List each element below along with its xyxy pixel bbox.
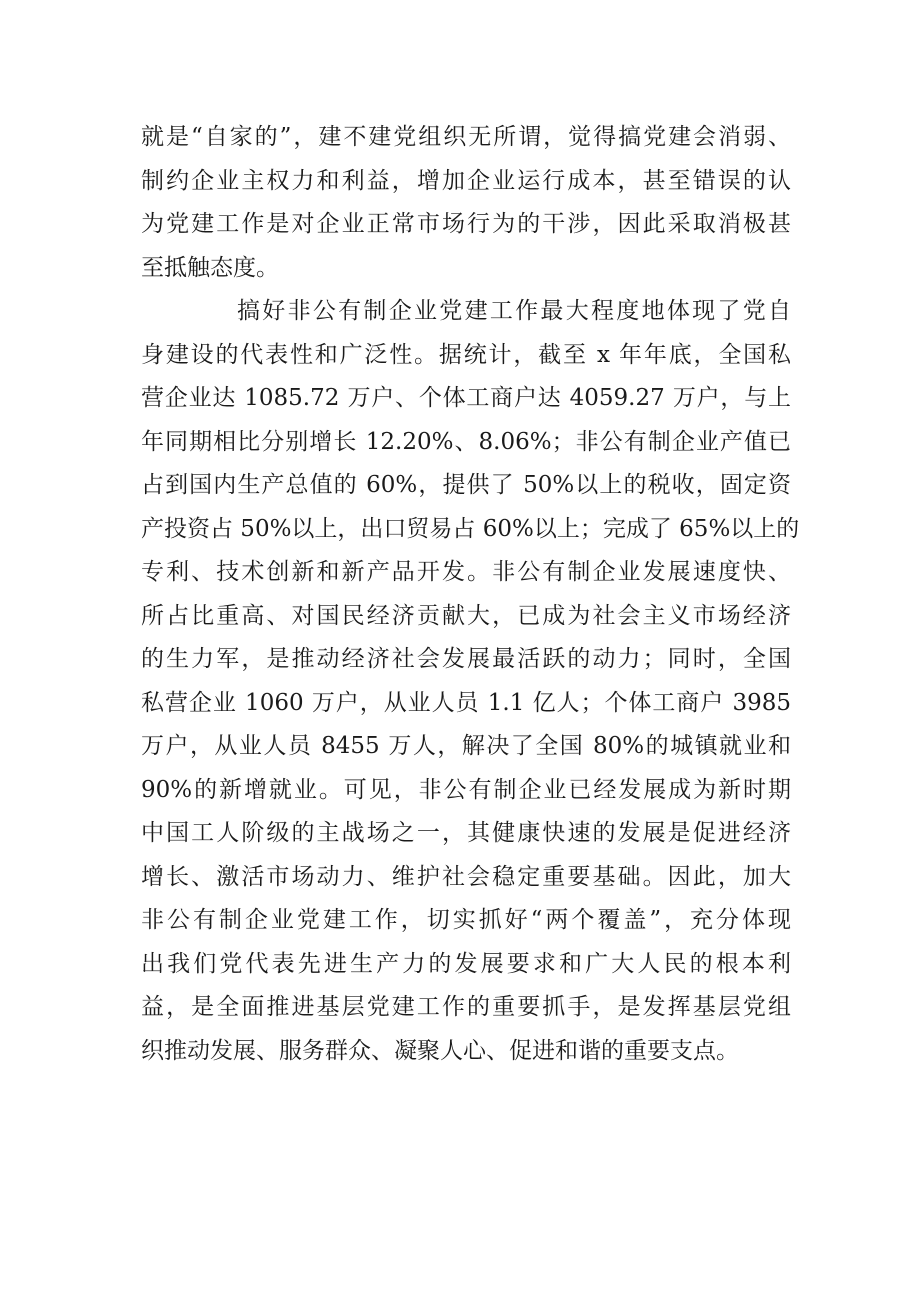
text-line: 的生力军，是推动经济社会发展最活跃的动力；同时，全国	[141, 646, 791, 672]
text-line: 益，是全面推进基层党建工作的重要抓手，是发挥基层党组	[141, 994, 791, 1020]
text-line: 至抵触态度。	[141, 254, 279, 281]
text-line: 万户，从业人员 8455 万人，解决了全国 80%的城镇就业和	[141, 733, 791, 759]
paragraph-2	[141, 290, 800, 1073]
text-line: 身建设的代表性和广泛性。据统计，截至 x 年年底，全国私	[141, 341, 791, 368]
text-line: 中国工人阶级的主战场之一，其健康快速的发展是促进经济	[141, 820, 791, 846]
text-line: 增长、激活市场动力、维护社会稳定重要基础。因此，加大	[141, 863, 791, 890]
text-line: 就是“自家的”，建不建党组织无所谓，觉得搞党建会消弱、	[141, 124, 791, 150]
text-line: 私营企业 1060 万户，从业人员 1.1 亿人；个体工商户 3985	[141, 689, 791, 716]
paragraph-1	[141, 116, 791, 290]
text-line: 搞好非公有制企业党建工作最大程度地体现了党自	[237, 298, 791, 324]
text-line: 制约企业主权力和利益，增加企业运行成本，甚至错误的认	[141, 167, 791, 194]
text-line: 织推动发展、服务群众、凝聚人心、促进和谐的重要支点。	[141, 1037, 739, 1064]
text-line: 产投资占 50%以上，出口贸易占 60%以上；完成了 65%以上的	[141, 515, 800, 542]
text-line: 年同期相比分别增长 12.20%、8.06%；非公有制企业产值已	[141, 428, 791, 455]
text-line: 所占比重高、对国民经济贡献大，已成为社会主义市场经济	[141, 602, 791, 629]
text-line: 出我们党代表先进生产力的发展要求和广大人民的根本利	[141, 950, 791, 977]
text-line: 占到国内生产总值的 60%，提供了 50%以上的税收，固定资	[141, 472, 791, 498]
body-text	[141, 116, 800, 1073]
text-line: 营企业达 1085.72 万户、个体工商户达 4059.27 万户，与上	[141, 385, 791, 411]
text-line: 专利、技术创新和新产品开发。非公有制企业发展速度快、	[141, 559, 791, 585]
text-line: 非公有制企业党建工作，切实抓好“两个覆盖”，充分体现	[141, 907, 791, 933]
text-line: 为党建工作是对企业正常市场行为的干涉，因此采取消极甚	[141, 211, 791, 237]
text-line: 90%的新增就业。可见，非公有制企业已经发展成为新时期	[141, 776, 791, 803]
